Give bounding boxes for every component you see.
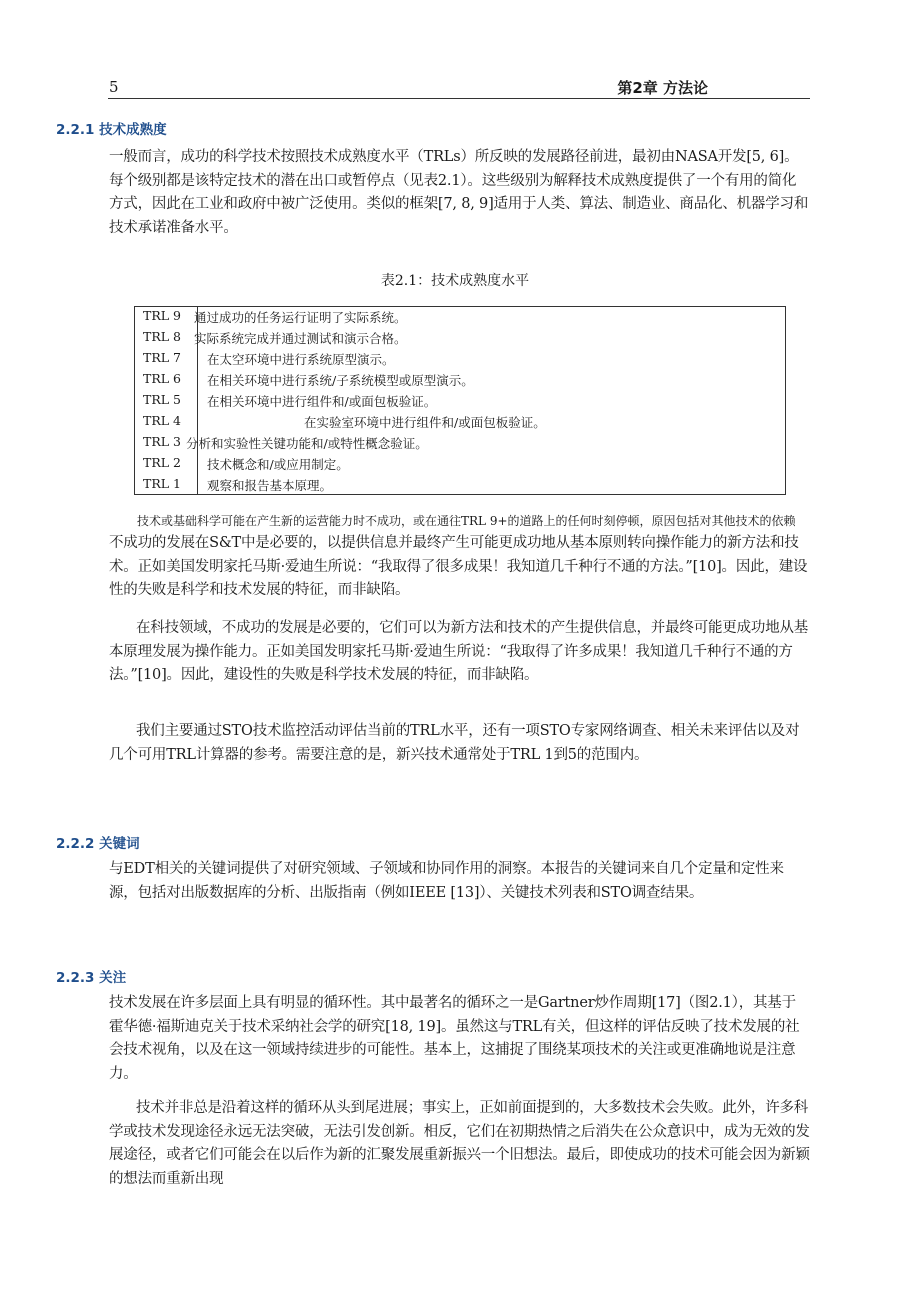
table-row — [143, 476, 785, 497]
trl-label: TRL 2 — [143, 455, 181, 470]
trl-label: TRL 5 — [143, 392, 181, 407]
trl-label: TRL 9 — [143, 308, 181, 323]
table-row — [143, 392, 785, 413]
trl-description: 在相关环境中进行组件和/或面包板验证。 — [207, 394, 437, 409]
trl-label: TRL 3 — [143, 434, 181, 449]
table-caption: 表2.1：技术成熟度水平 — [380, 273, 530, 289]
trl-description: 技术概念和/或应用制定。 — [207, 457, 349, 472]
table-row — [143, 308, 785, 329]
paragraph: 在科技领域，不成功的发展是必要的，它们可以为新方法和技术的产生提供信息，并最终可能更成功地从基本原理发展为操作能力。正如美国发明家托马斯·爱迪生所说：“我取得了许多成果！我知道几千种行不通的方法。”[10]。因此，建设性的失败是科学技术发展的特征，而非缺陷。 — [109, 620, 809, 683]
table-row — [143, 434, 785, 455]
paragraph: 技术并非总是沿着这样的循环从头到尾进展；事实上，正如前面提到的，大多数技术会失败。此外，许多科学或技术发现途径永远无法突破，无法引发创新。相反，它们在初期热情之后消失在公众意识中，成为无效的发展途径，或者它们可能会在以后作为新的汇聚发展重新振兴一个旧想法。最后，即使成功的技术可能会因为新颖的想法而重新出现 — [109, 1100, 810, 1187]
paragraph: 一般而言，成功的科学技术按照技术成熟度水平（TRLs）所反映的发展路径前进，最初由NASA开发[5, 6]。每个级别都是该特定技术的潜在出口或暂停点（见表2.1）。这些级别为解释技术成熟度提供了一个有用的简化方式，因此在工业和政府中被广泛使用。类似的框架[7, 8, 9]适用于人类、算法、制造业、商品化、机器学习和技术承诺准备水平。 — [109, 149, 809, 236]
table-row — [143, 371, 785, 392]
table-row — [143, 329, 785, 350]
trl-label: TRL 8 — [143, 329, 181, 344]
trl-label: TRL 7 — [143, 350, 181, 365]
table-row — [143, 455, 785, 476]
trl-description: 分析和实验性关键功能和/或特性概念验证。 — [186, 436, 428, 451]
paragraph: 与EDT相关的关键词提供了对研究领域、子领域和协同作用的洞察。本报告的关键词来自几个定量和定性来源，包括对出版数据库的分析、出版指南（例如IEEE [13]）、关键技术列表和STO调查结果。 — [109, 861, 784, 901]
trl-label: TRL 1 — [143, 476, 181, 491]
table-footnote: 技术或基础科学可能在产生新的运营能力时不成功，或在通往TRL 9+的道路上的任何时刻停顿，原因包括对其他技术的依赖 — [137, 514, 796, 528]
trl-description: 实际系统完成并通过测试和演示合格。 — [194, 331, 407, 346]
trl-label: TRL 6 — [143, 371, 181, 386]
section-heading-2-2-3: 2.2.3 关注 — [56, 970, 127, 986]
page-number: 5 — [109, 78, 119, 96]
trl-label: TRL 4 — [143, 413, 181, 428]
paragraph: 技术发展在许多层面上具有明显的循环性。其中最著名的循环之一是Gartner炒作周期[17]（图2.1），其基于霍华德·福斯迪克关于技术采纳社会学的研究[18, 19]。虽然这与TRL有关，但这样的评估反映了技术发展的社会技术视角，以及在这一领域持续进步的可能性。基本上，这捕捉了围绕某项技术的关注或更准确地说是注意力。 — [109, 995, 800, 1082]
paragraph: 不成功的发展在S&T中是必要的，以提供信息并最终产生可能更成功地从基本原则转向操作能力的新方法和技术。正如美国发明家托马斯·爱迪生所说：“我取得了很多成果！我知道几千种行不通的方法。”[10]。因此，建设性的失败是科学和技术发展的特征，而非缺陷。 — [109, 535, 808, 598]
trl-description: 观察和报告基本原理。 — [207, 478, 333, 493]
trl-table — [134, 306, 786, 495]
header-rule — [108, 98, 810, 99]
chapter-title: 第2章 方法论 — [617, 79, 708, 97]
trl-description: 在太空环境中进行系统原型演示。 — [207, 352, 395, 367]
section-heading-2-2-2: 2.2.2 关键词 — [56, 836, 140, 852]
trl-description: 通过成功的任务运行证明了实际系统。 — [194, 310, 407, 325]
trl-description: 在相关环境中进行系统/子系统模型或原型演示。 — [207, 373, 474, 388]
trl-description: 在实验室环境中进行组件和/或面包板验证。 — [304, 415, 546, 430]
table-row — [143, 413, 785, 434]
section-heading-2-2-1: 2.2.1 技术成熟度 — [56, 122, 167, 138]
table-row — [143, 350, 785, 371]
paragraph: 我们主要通过STO技术监控活动评估当前的TRL水平，还有一项STO专家网络调查、相关未来评估以及对几个可用TRL计算器的参考。需要注意的是，新兴技术通常处于TRL 1到5的范围内。 — [109, 723, 800, 763]
